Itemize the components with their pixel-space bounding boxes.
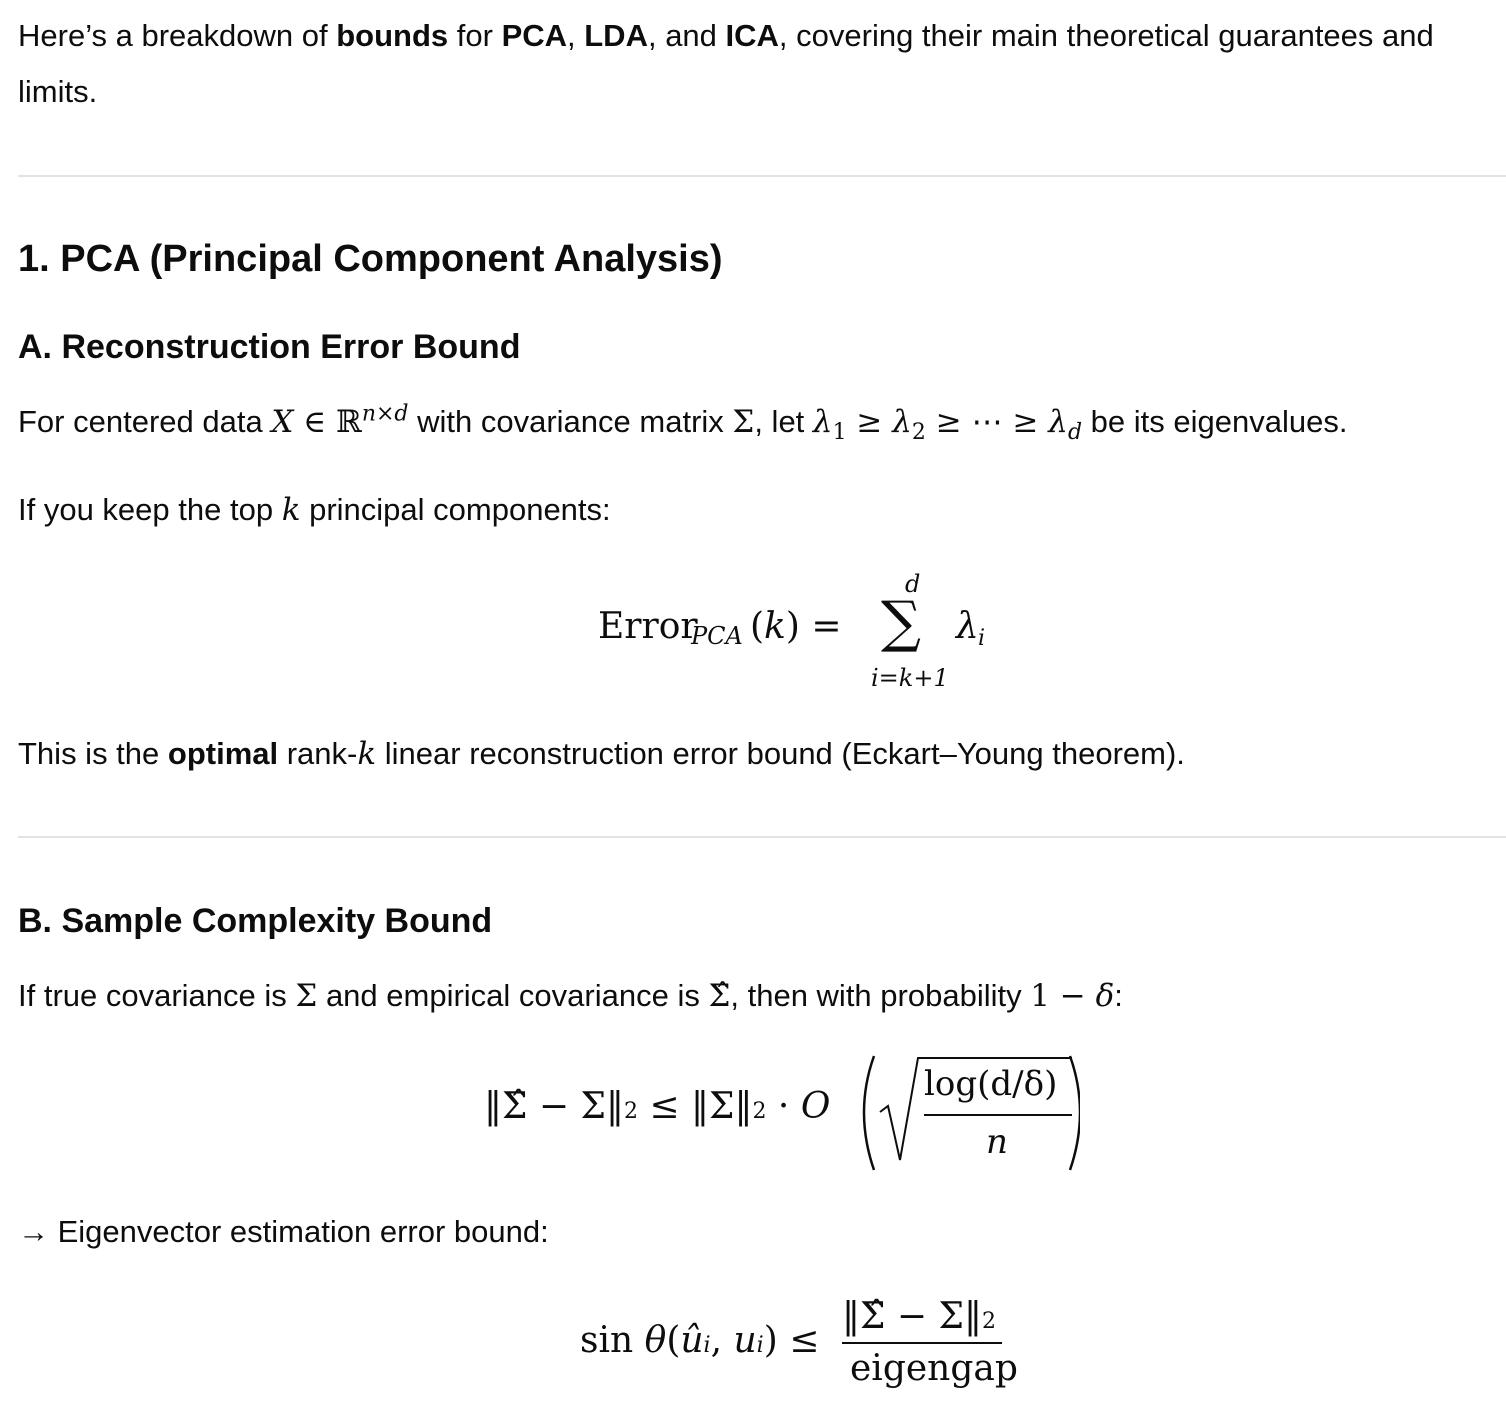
eq-symbol: θ [644,1320,667,1361]
subheading-reconstruction-error: A. Reconstruction Error Bound [18,328,521,366]
eq-error: Error [598,606,698,647]
text: linear reconstruction error bound (Eckart–Young theorem). [376,736,1185,771]
eq-symbol: O [800,1086,831,1127]
eq-paren: ) = [785,606,842,647]
eq-symbol: 2 [752,1099,767,1124]
math-inline: λ [1048,404,1068,440]
eigenvector-bound-equation [580,1290,1018,1400]
math-inline: 1 − [1030,978,1096,1014]
text: , then with probability [730,978,1031,1013]
eq-sum-lower: i=k+1 [871,664,949,692]
text: If you keep the top [18,492,282,527]
fraction-bar [842,1342,1002,1344]
eq-symbol: , [710,1320,734,1361]
eq-symbol: sin [580,1320,645,1361]
text: This is the [18,736,168,771]
fraction-bar [924,1114,1072,1116]
eq-fraction-numerator: log(d/δ) [924,1064,1058,1104]
subheading-sample-complexity: B. Sample Complexity Bound [18,902,493,940]
math-inline: Σ [295,978,318,1014]
eq-symbol: ‖Σ̂ − Σ‖ [842,1296,982,1337]
text: with covariance matrix [408,404,733,439]
eq-symbol: ‖Σ̂ − Σ‖ [484,1086,624,1127]
eq-paren: ( [750,606,765,647]
sum-symbol: ∑ [881,590,921,655]
eckart-young-paragraph [18,726,1185,782]
eq-symbol: ) ≤ [763,1320,820,1361]
eq-sum-upper: d [905,570,921,598]
covariance-bound-equation [484,1050,1124,1180]
section-heading-pca: 1. PCA (Principal Component Analysis) [18,238,723,280]
text: and empirical covariance is [317,978,709,1013]
intro-text: for [448,18,502,53]
math-inline: ∈ ℝ [293,404,362,440]
intro-text: Here’s a breakdown of [18,18,337,53]
math-inline: ≥ ⋯ ≥ [925,404,1049,440]
intro-bold-lda: LDA [584,18,648,53]
eq-symbol: û [680,1320,704,1361]
math-inline: 1 [832,420,847,446]
bold-optimal: optimal [167,736,279,771]
math-inline: δ [1095,978,1115,1014]
eq-symbol: u [733,1320,757,1361]
eq-subscript-i: i [978,626,986,651]
text: , let [754,404,813,439]
eq-fraction-denominator: eigengap [850,1348,1018,1389]
eq-symbol: ( [666,1320,681,1361]
math-inline: k [357,736,377,772]
text: principal components: [300,492,611,527]
math-inline: k [281,492,301,528]
intro-paragraph [18,8,1498,120]
divider [18,175,1506,177]
math-inline: Σ [732,404,755,440]
text: : [1114,978,1123,1013]
math-inline: ≥ [846,404,893,440]
intro-text: , covering their main theoretical guarantees and limits. [18,18,1434,109]
sample-complexity-paragraph [18,968,1123,1024]
eq-symbol: 2 [981,1309,996,1334]
eq-symbol: ≤ ‖Σ‖ [637,1086,753,1127]
pca-setup-paragraph [18,394,1347,450]
math-inline: n×d [361,401,409,427]
eq-k: k [764,606,786,647]
math-inline: d [1067,420,1083,446]
math-inline: Σ̂ [708,978,731,1014]
eq-symbol: i [703,1333,711,1358]
eigenvector-bound-intro: → Eigenvector estimation error bound: [18,1214,549,1249]
eq-fraction-denominator: n [986,1122,1008,1162]
eq-symbol: i [756,1333,764,1358]
intro-bold-pca: PCA [501,18,568,53]
eq-symbol: · [766,1086,801,1127]
math-inline: λ [812,404,833,440]
text: be its eigenvalues. [1082,404,1348,439]
math-inline: X [271,404,294,440]
math-inline: 2 [911,420,926,446]
intro-bold-bounds: bounds [336,18,449,53]
math-inline: λ [892,404,912,440]
eq-subscript: PCA [691,622,743,650]
text: If true covariance is [18,978,296,1013]
keep-top-k-paragraph [18,482,611,538]
text: rank- [278,736,358,771]
eq-lambda: λ [956,606,979,647]
intro-bold-ica: ICA [725,18,779,53]
intro-text: , and [647,18,726,53]
divider [18,836,1506,838]
intro-text: , [567,18,585,53]
text: For centered data [18,404,272,439]
eq-symbol: 2 [623,1099,638,1124]
